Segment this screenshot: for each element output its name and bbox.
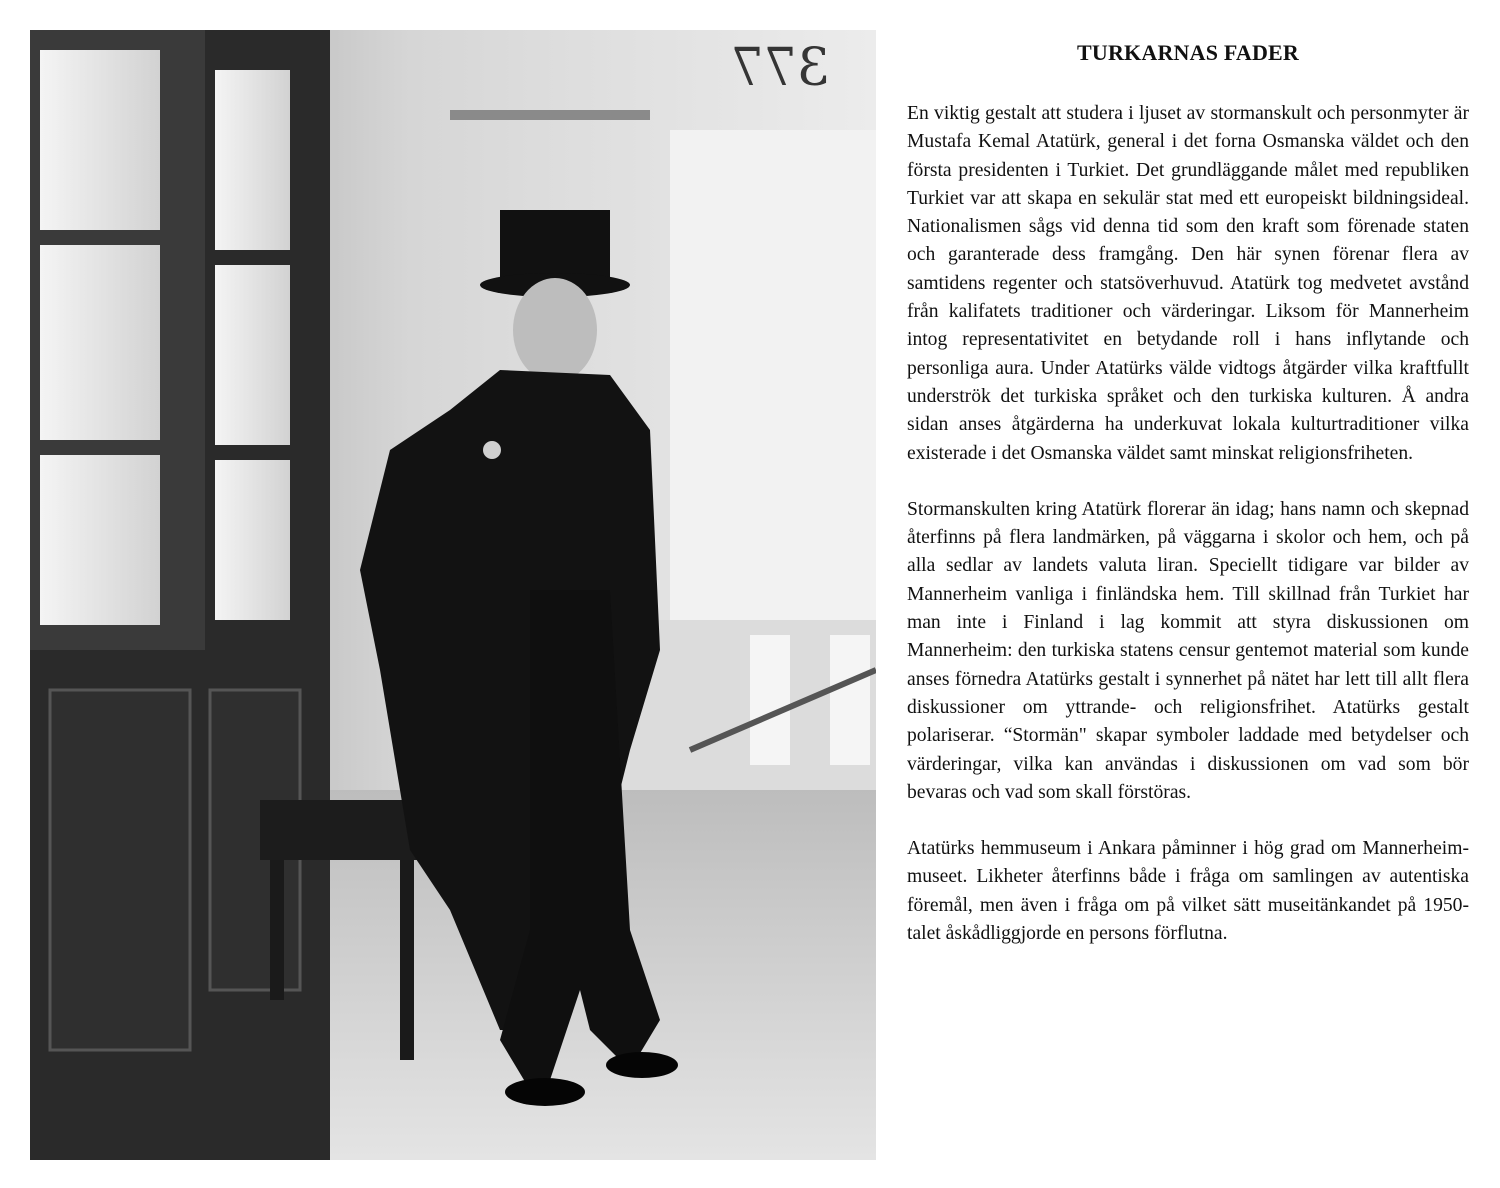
photo-illustration (30, 30, 876, 1160)
paragraph-3: Atatürks hemmuseum i Ankara påminner i hög grad om Mannerheim-museet. Likheter återfinns både i fråga om samlingen av autentiska föremål, men även i fråga om på vilket sätt museitänkandet på 1950-talet åskådliggjorde en persons förflutna. (907, 838, 1469, 945)
paragraph-2: Stormanskulten kring Atatürk florerar än idag; hans namn och skepnad återfinns på flera landmärken, på väggarna i skolor och hem, och på alla sedlar av landets valuta liran. Speciellt tidigare var bilder av Mannerheim vanliga i finländska hem. Till skillnad från Turkiet har man inte i Finland i lag kommit att styra diskussionen om Mannerheim: den turkiska statens censur gentemot material som kunde anses förnedra Atatürks gestalt i synnerhet på nätet har lett till allt flera diskussioner om yttrande- och religionsfrihet. Atatürks gestalt polariserar. “Stormän" skapar symboler laddade med betydelser och värderingar, vilka kan användas i diskussionen om vad som bör bevaras och vad som skall förstöras. (907, 498, 1469, 803)
handwritten-number: 377 (730, 38, 830, 98)
paragraph-1: En viktig gestalt att studera i ljuset av stormanskult och personmyter är Mustafa Kemal Atatürk, general i det forna Osmanska väldet och den första presidenten i Turkiet. Det grundläggande målet med republiken Turkiet var att skapa en sekulär stat med ett europeiskt bildningsideal. Nationalismen sågs vid denna tid som den kraft som förenade staten och garanterade dess framgång. Den här synen förenar flera av samtidens regenter och statsöverhuvud. Atatürk tog medvetet avstånd från kalifatets traditioner och värderingar. Liksom för Mannerheim intog representativitet en betydande roll i hans inflytande och personliga aura. Under Atatürks välde vidtogs åtgärder vilka kraftfullt underströk det turkiska språket och den turkiska kulturen. Å andra sidan anses åtgärderna ha underkuvat lokala kulturtraditioner vilka existerade i det Osmanska väldet samt minskat religionsfriheten. (907, 103, 1469, 464)
historical-photograph (30, 30, 876, 1160)
article (907, 40, 1469, 976)
article-title: TURKARNAS FADER (1077, 40, 1299, 65)
